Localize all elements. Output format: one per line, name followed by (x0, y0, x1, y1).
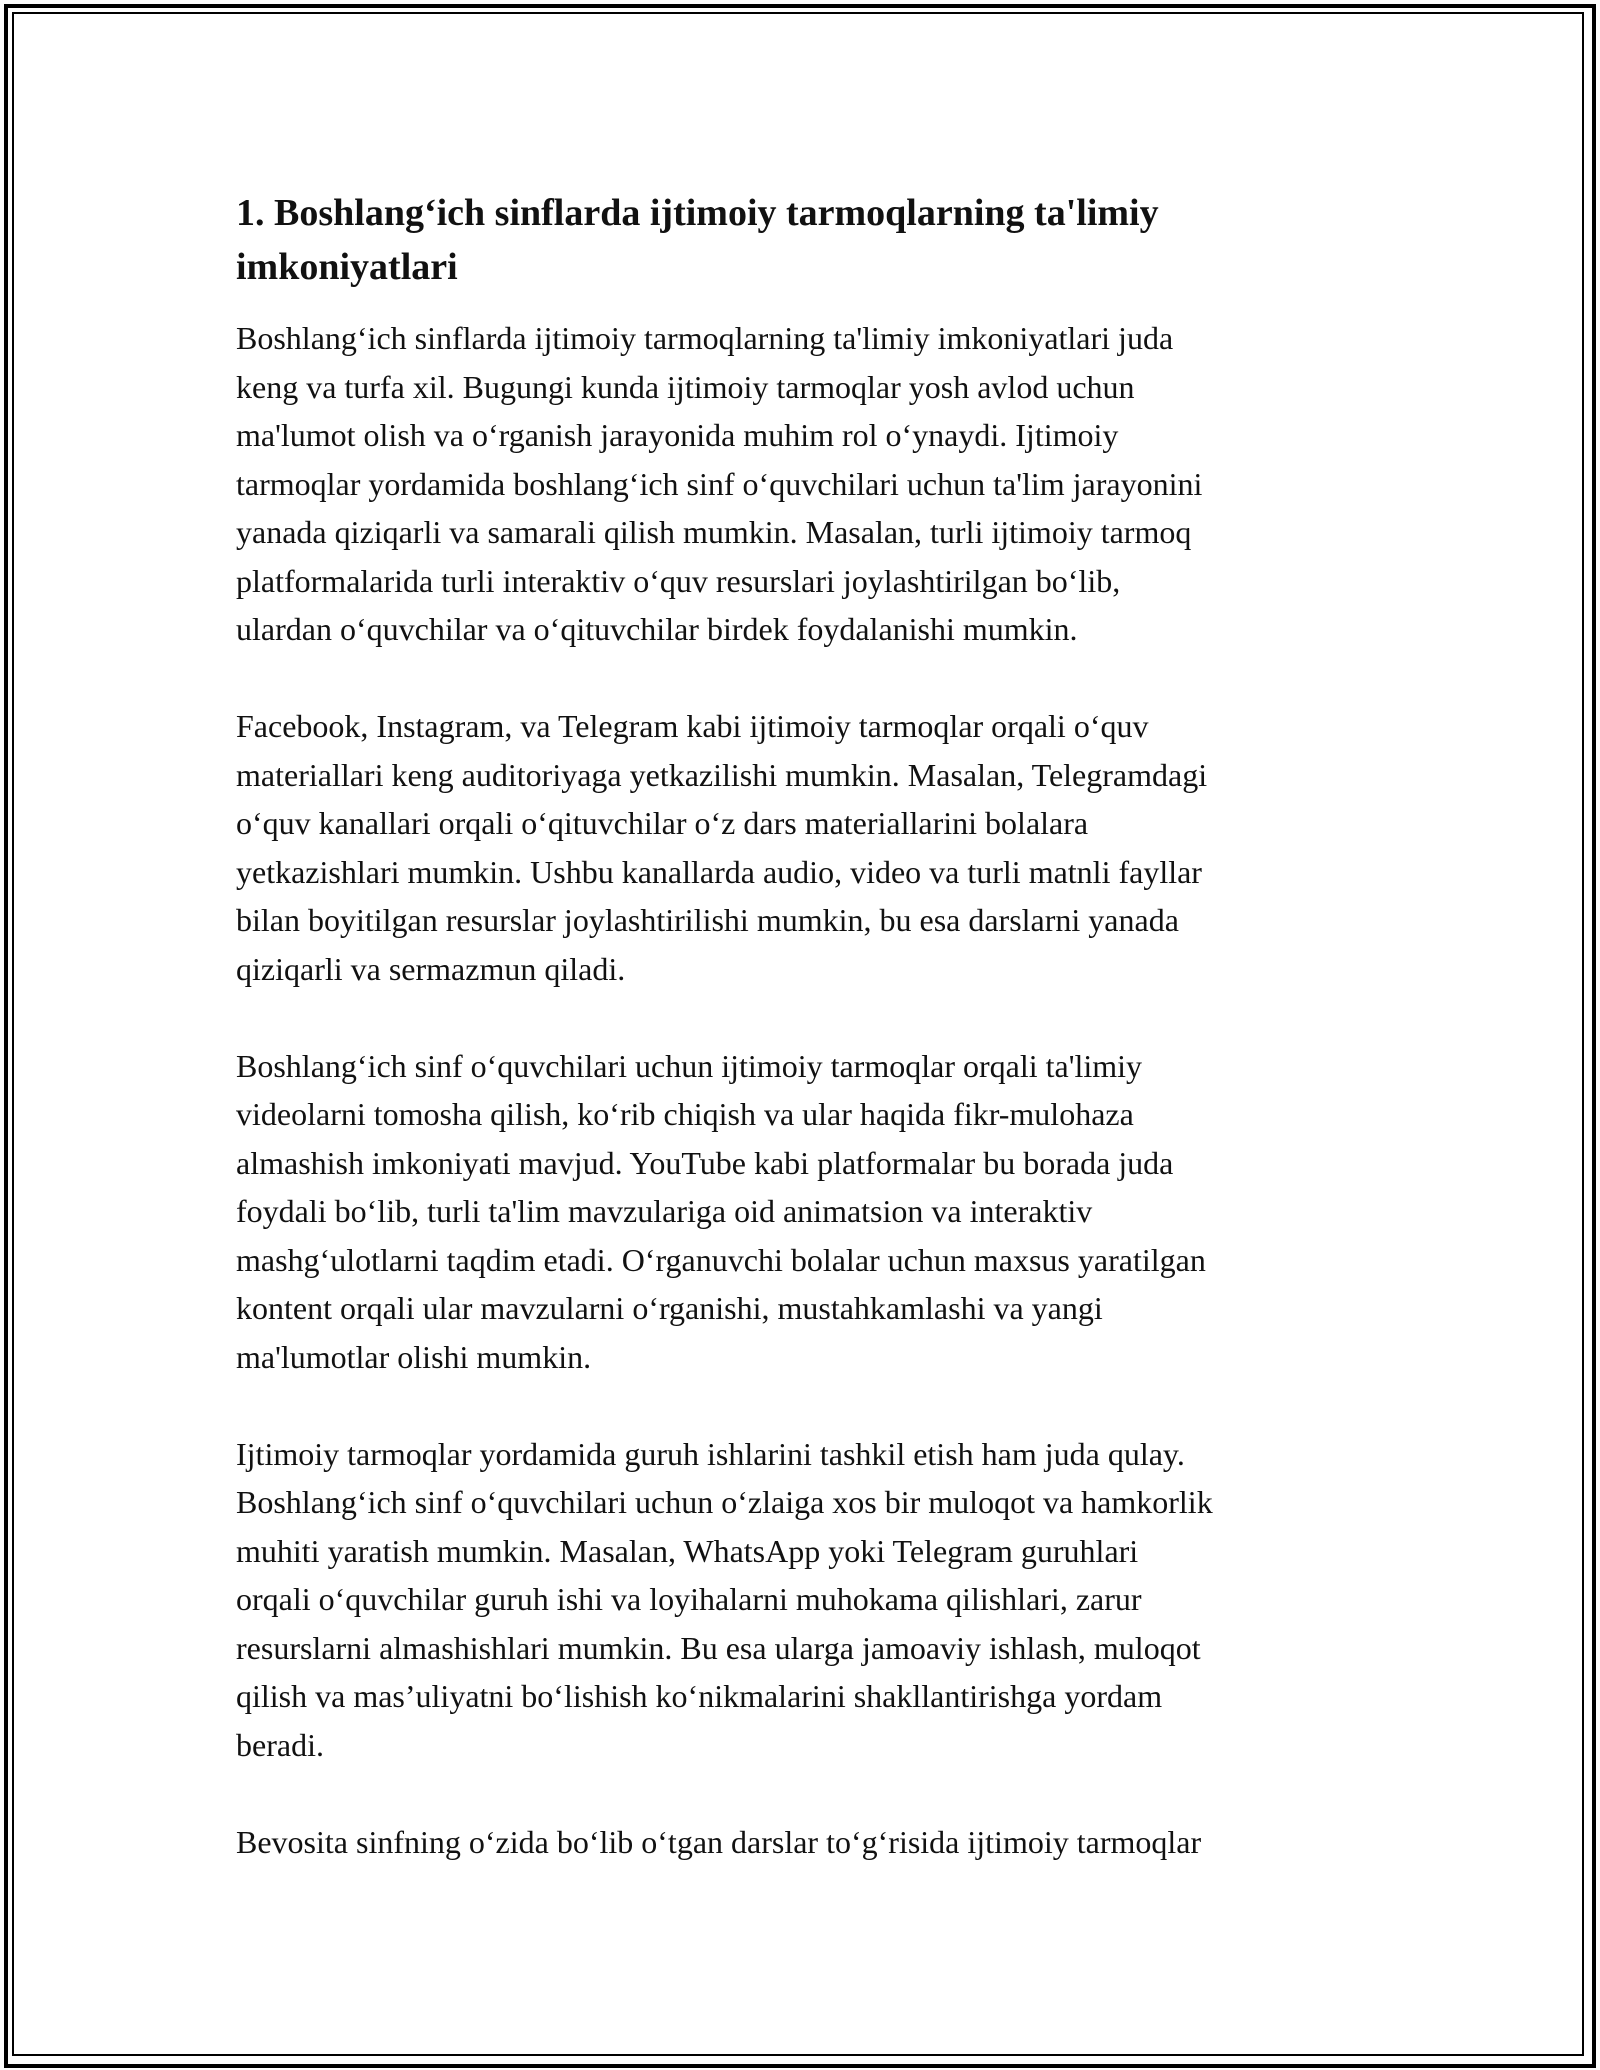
paragraph-2: Facebook, Instagram, va Telegram kabi ijtimoiy tarmoqlar orqali o‘quv materiallari keng auditoriyaga yetkazilishi mumkin. Masalan, Telegramdagi o‘quv kanallari orqali o‘qituvchilar o‘z dars materiallarini bolalara yetkazishlari mumkin. Ushbu kanallarda audio, video va turli matnli fayllar bilan boyitilgan resurslar joylashtirilishi mumkin, bu esa darslarni yanada qiziqarli va sermazmun qiladi. (236, 708, 1208, 987)
paragraph-5: Bevosita sinfning o‘zida bo‘lib o‘tgan darslar to‘g‘risida ijtimoiy tarmoqlar (236, 1823, 1202, 1860)
document-body (236, 186, 1376, 1915)
paragraph-3: Boshlang‘ich sinf o‘quvchilari uchun ijtimoiy tarmoqlar orqali ta'limiy videolarni tomosha qilish, ko‘rib chiqish va ular haqida fikr-mulohaza almashish imkoniyati mavjud. YouTube kabi platformalar bu borada juda foydali bo‘lib, turli ta'lim mavzulariga oid animatsion va interaktiv mashg‘ulotlarni taqdim etadi. O‘rganuvchi bolalar uchun maxsus yaratilgan kontent orqali ular mavzularni o‘rganishi, mustahkamlashi va yangi ma'lumotlar olishi mumkin. (236, 1047, 1206, 1375)
paragraph-1: Boshlang‘ich sinflarda ijtimoiy tarmoqlarning ta'limiy imkoniyatlari juda keng va turfa xil. Bugungi kunda ijtimoiy tarmoqlar yosh avlod uchun ma'lumot olish va o‘rganish jarayonida muhim rol o‘ynaydi. Ijtimoiy tarmoqlar yordamida boshlang‘ich sinf o‘quvchilari uchun ta'lim jarayonini yanada qiziqarli va samarali qilish mumkin. Masalan, turli ijtimoiy tarmoq platformalarida turli interaktiv o‘quv resurslari joylashtirilgan bo‘lib, ulardan o‘quvchilar va o‘qituvchilar birdek foydalanishi mumkin. (236, 320, 1203, 647)
section-heading: 1. Boshlang‘ich sinflarda ijtimoiy tarmoqlarning ta'limiy imkoniyatlari (236, 192, 1159, 288)
paragraph-4: Ijtimoiy tarmoqlar yordamida guruh ishlarini tashkil etish ham juda qulay. Boshlang‘ich sinf o‘quvchilari uchun o‘zlaiga xos bir muloqot va hamkorlik muhiti yaratish mumkin. Masalan, WhatsApp yoki Telegram guruhlari orqali o‘quvchilar guruh ishi va loyihalarni muhokama qilishlari, zarur resurslarni almashishlari mumkin. Bu esa ularga jamoaviy ishlash, muloqot qilish va mas’uliyatni bo‘lishish ko‘nikmalarini shakllantirishga yordam beradi. (236, 1435, 1213, 1763)
